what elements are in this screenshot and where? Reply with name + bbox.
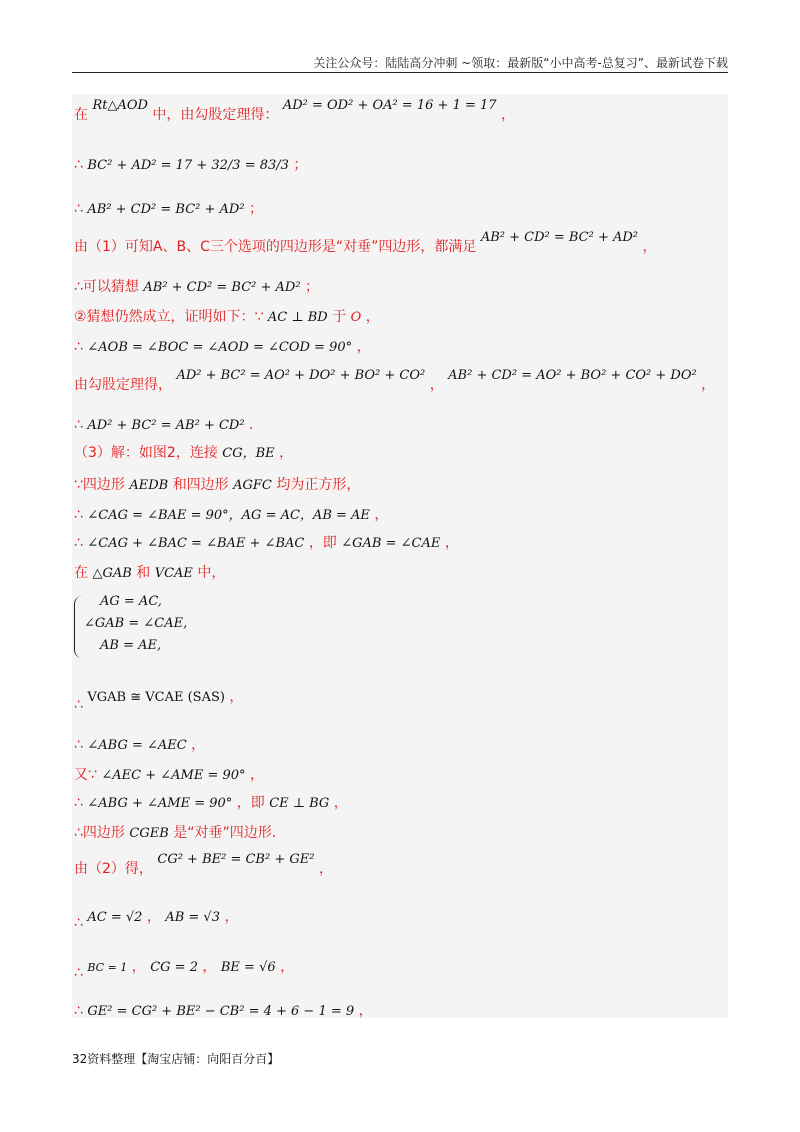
solution-line: 由勾股定理得， AD² + BC² = AO² + DO² + BO² + CO² ， AB² + CD² = AO² + BO² + CO² + DO² ， — [74, 368, 716, 393]
solution-content — [72, 94, 728, 1018]
solution-line: ∴ ∠AOB = ∠BOC = ∠AOD = ∠COD = 90° ， — [74, 339, 371, 355]
header-rule — [72, 72, 728, 73]
solution-line: ∴ GE² = CG² + BE² − CB² = 4 + 6 − 1 = 9 ， — [74, 1003, 373, 1019]
solution-line: ∴ VGAB ≅ VCAE (SAS) ， — [74, 689, 244, 713]
solution-line: ∴ ∠ABG + ∠AME = 90° ，即 CE ⊥ BG ， — [74, 795, 348, 811]
solution-line: ②猜想仍然成立，证明如下：∵ AC ⊥ BD 于 O ， — [74, 309, 380, 325]
solution-line: ∵四边形 AEDB 和四边形 AGFC 均为正方形， — [74, 477, 361, 493]
solution-line: 在 Rt△AOD 中，由勾股定理得： AD² = OD² + OA² = 16 + 1 = 17 ， — [74, 98, 516, 123]
system-row: AB = AE, — [100, 638, 162, 653]
solution-line: ∴ ∠ABG = ∠AEC ， — [74, 737, 206, 753]
solution-line: 由（2）得， CG² + BE² = CB² + GE² ， — [74, 852, 333, 877]
solution-line: 又∵ ∠AEC + ∠AME = 90° ， — [74, 767, 264, 783]
solution-line: ∴四边形 CGEB 是“对垂”四边形． — [74, 825, 286, 841]
solution-line: ∴可以猜想 AB² + CD² = BC² + AD² ； — [74, 279, 320, 295]
page-footer: 32资料整理【淘宝店铺：向阳百分百】 — [72, 1052, 280, 1066]
solution-line: ∴ ∠CAG + ∠BAC = ∠BAE + ∠BAC ，即 ∠GAB = ∠CAE ， — [74, 535, 459, 551]
solution-line: 在 △GAB 和 VCAE 中， — [74, 565, 226, 581]
solution-line: ∴ BC = 1 ， CG = 2 ， BE = √6 ， — [74, 959, 295, 981]
solution-line: （3）解：如图2，连接 CG，BE ， — [74, 445, 294, 461]
solution-line: ∴ ∠CAG = ∠BAE = 90°，AG = AC，AB = AE ， — [74, 507, 389, 523]
solution-line: ∴ AD² + BC² = AB² + CD² ． — [74, 417, 264, 433]
solution-line: 由（1）可知A、B、C三个选项的四边形是“对垂”四边形，都满足 AB² + CD² = BC² + AD² ， — [74, 230, 657, 255]
solution-line: ∴ BC² + AD² = 17 + 32/3 = 83/3 ； — [74, 157, 308, 173]
left-brace — [74, 596, 83, 658]
system-row: ∠GAB = ∠CAE, — [84, 616, 188, 631]
system-row: AG = AC, — [100, 594, 162, 609]
solution-line: ∴ AB² + CD² = BC² + AD² ； — [74, 201, 264, 217]
solution-line: ∴ AC = √2 ， AB = √3 ， — [74, 909, 239, 931]
page-header: 关注公众号：陆陆高分冲刺 ~领取：最新版“小中高考-总复习”、最新试卷下载 — [313, 56, 728, 70]
